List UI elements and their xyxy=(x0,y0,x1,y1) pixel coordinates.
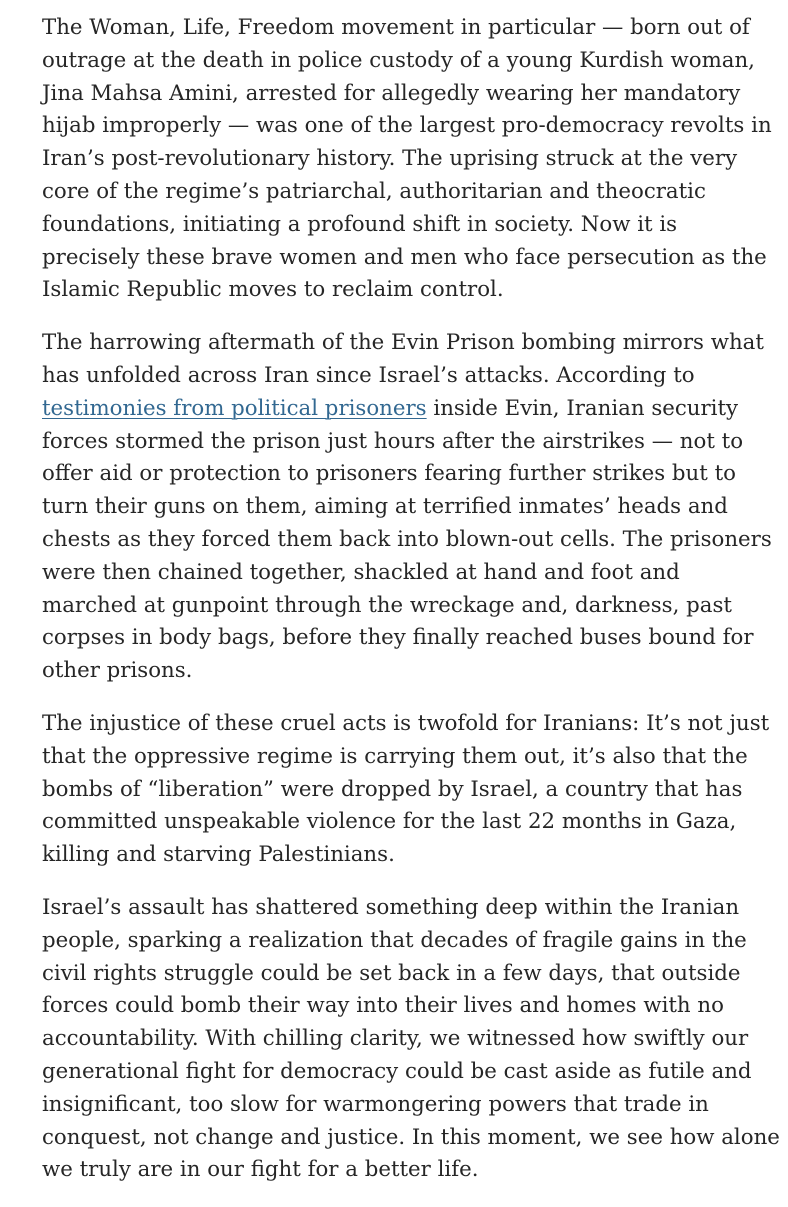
text-line: core of the regime’s patriarchal, authoritarian and theocratic xyxy=(42,178,706,204)
paragraph-2 xyxy=(42,327,772,688)
text-line: insignificant, too slow for warmongering powers that trade in xyxy=(42,1091,709,1117)
text-line: outrage at the death in police custody of a young Kurdish woman, xyxy=(42,47,755,73)
text-line: offer aid or protection to prisoners fearing further strikes but to xyxy=(42,461,736,487)
paragraph-1 xyxy=(42,12,772,307)
text-line: were then chained together, shackled at hand and foot and xyxy=(42,559,680,585)
text-line-with-link xyxy=(42,393,742,426)
text-line: The harrowing aftermath of the Evin Prison bombing mirrors what xyxy=(42,330,764,356)
text-line: other prisons. xyxy=(42,658,193,684)
text-line: turn their guns on them, aiming at terrified inmates’ heads and xyxy=(42,494,728,520)
text-line: killing and starving Palestinians. xyxy=(42,842,395,868)
text-line: chests as they forced them back into blown-out cells. The prisoners xyxy=(42,526,772,552)
paragraph-4 xyxy=(42,892,780,1187)
text-line: Israel’s assault has shattered something deep within the Iranian xyxy=(42,894,740,920)
text-line: Jina Mahsa Amini, arrested for allegedly wearing her mandatory xyxy=(42,80,741,106)
text-line: forces stormed the prison just hours after the airstrikes — not to xyxy=(42,428,744,454)
paragraph-3 xyxy=(42,708,770,872)
text-line: bombs of “liberation” were dropped by Israel, a country that has xyxy=(42,776,743,802)
text-after-link: inside Evin, Iranian security xyxy=(426,395,739,421)
text-line: forces could bomb their way into their lives and homes with no xyxy=(42,993,724,1019)
text-line: corpses in body bags, before they finally reached buses bound for xyxy=(42,625,754,651)
testimonies-link[interactable]: testimonies from political prisoners xyxy=(42,395,427,421)
text-line: conquest, not change and justice. In this moment, we see how alone xyxy=(42,1124,780,1150)
text-line: The Woman, Life, Freedom movement in particular — born out of xyxy=(42,15,750,40)
text-line: precisely these brave women and men who face persecution as the xyxy=(42,244,767,270)
text-line: Islamic Republic moves to reclaim control. xyxy=(42,277,504,303)
text-line: civil rights struggle could be set back in a few days, that outside xyxy=(42,960,741,986)
text-line: we truly are in our fight for a better life. xyxy=(42,1157,479,1183)
text-line: committed unspeakable violence for the last 22 months in Gaza, xyxy=(42,809,737,835)
article-body xyxy=(42,12,780,1207)
text-line: that the oppressive regime is carrying them out, it’s also that the xyxy=(42,743,748,769)
text-line: people, sparking a realization that decades of fragile gains in the xyxy=(42,927,747,953)
text-line: marched at gunpoint through the wreckage and, darkness, past xyxy=(42,592,732,618)
text-line: The injustice of these cruel acts is twofold for Iranians: It’s not just xyxy=(42,710,770,736)
text-line: foundations, initiating a profound shift in society. Now it is xyxy=(42,211,678,237)
text-line: Iran’s post-revolutionary history. The uprising struck at the very xyxy=(42,146,738,172)
text-line: accountability. With chilling clarity, we witnessed how swiftly our xyxy=(42,1026,749,1052)
text-line: has unfolded across Iran since Israel’s attacks. According to xyxy=(42,362,695,388)
text-line: generational fight for democracy could be cast aside as futile and xyxy=(42,1058,752,1084)
text-line: hijab improperly — was one of the largest pro-democracy revolts in xyxy=(42,113,772,139)
